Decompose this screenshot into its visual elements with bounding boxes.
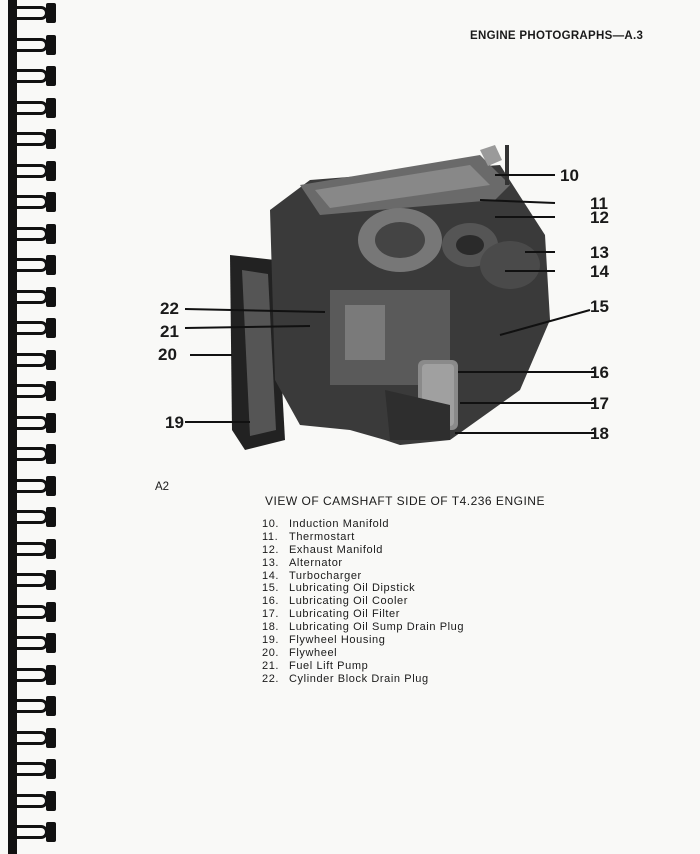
- list-item: [262, 570, 464, 583]
- list-item: [262, 518, 464, 531]
- list-item: [262, 634, 464, 647]
- binding-ring: [8, 290, 60, 304]
- binding-ring: [8, 101, 60, 115]
- part-name: Lubricating Oil Filter: [289, 608, 401, 621]
- binding-ring: [8, 321, 60, 335]
- callout-label: 14: [590, 262, 609, 281]
- part-number: 20.: [262, 646, 280, 659]
- engine-photograph: [150, 140, 650, 460]
- callout-label: 20: [158, 345, 177, 364]
- binding-ring: [8, 447, 60, 461]
- callout-label: 17: [590, 394, 609, 413]
- engine-illustration: [230, 145, 550, 450]
- binding-ring: [8, 762, 60, 776]
- part-number: 12.: [262, 543, 280, 556]
- figure-number: A2: [155, 481, 170, 493]
- list-item: [262, 531, 464, 544]
- list-item: [262, 582, 464, 595]
- binding-ring: [8, 573, 60, 587]
- figure-caption: VIEW OF CAMSHAFT SIDE OF T4.236 ENGINE: [265, 494, 545, 508]
- binding-ring: [8, 38, 60, 52]
- part-number: 21.: [262, 659, 280, 672]
- list-item: [262, 608, 464, 621]
- part-name: Fuel Lift Pump: [289, 659, 369, 672]
- part-name: Exhaust Manifold: [289, 543, 383, 556]
- part-number: 10.: [262, 518, 280, 530]
- part-name: Induction Manifold: [289, 518, 390, 530]
- part-number: 14.: [262, 569, 280, 582]
- callout-label: 19: [165, 413, 184, 432]
- binding-ring: [8, 384, 60, 398]
- callout-label: 12: [590, 208, 609, 227]
- binding-ring: [8, 479, 60, 493]
- binding-ring: [8, 353, 60, 367]
- part-name: Thermostart: [289, 530, 355, 543]
- part-name: Cylinder Block Drain Plug: [289, 672, 429, 685]
- parts-legend: [262, 518, 464, 686]
- list-item: [262, 544, 464, 557]
- callout-label: 18: [590, 424, 609, 443]
- list-item: [262, 595, 464, 608]
- part-number: 22.: [262, 672, 280, 685]
- binding-ring: [8, 164, 60, 178]
- part-number: 15.: [262, 582, 280, 595]
- part-number: 17.: [262, 608, 280, 621]
- binding-ring: [8, 699, 60, 713]
- binding-ring: [8, 6, 60, 20]
- part-number: 18.: [262, 621, 280, 634]
- binding-ring: [8, 195, 60, 209]
- binding-ring: [8, 227, 60, 241]
- callout-label: 21: [160, 322, 179, 341]
- callout-label: 13: [590, 243, 609, 262]
- callout-label: 11: [590, 194, 608, 213]
- list-item: [262, 673, 464, 686]
- callout-label: 10: [560, 166, 579, 185]
- callout-label: 22: [160, 299, 179, 318]
- list-item: [262, 621, 464, 634]
- part-name: Lubricating Oil Dipstick: [289, 582, 416, 595]
- part-number: 16.: [262, 595, 280, 608]
- list-item: [262, 660, 464, 673]
- part-number: 19.: [262, 634, 280, 647]
- part-name: Alternator: [289, 556, 343, 569]
- part-number: 11.: [262, 530, 279, 543]
- callout-label: 15: [590, 297, 609, 316]
- part-name: Flywheel Housing: [289, 634, 386, 647]
- binding-ring: [8, 132, 60, 146]
- binding-ring: [8, 636, 60, 650]
- binding-ring: [8, 605, 60, 619]
- list-item: [262, 647, 464, 660]
- binding-ring: [8, 69, 60, 83]
- binding-ring: [8, 416, 60, 430]
- part-name: Turbocharger: [289, 569, 362, 582]
- list-item: [262, 557, 464, 570]
- part-name: Lubricating Oil Cooler: [289, 595, 408, 608]
- binding-ring: [8, 542, 60, 556]
- binding-ring: [8, 258, 60, 272]
- part-number: 13.: [262, 556, 280, 569]
- part-name: Lubricating Oil Sump Drain Plug: [289, 621, 465, 634]
- binding-ring: [8, 794, 60, 808]
- part-name: Flywheel: [289, 646, 338, 659]
- binding-ring: [8, 510, 60, 524]
- binding-ring: [8, 825, 60, 839]
- binding-ring: [8, 731, 60, 745]
- spiral-binding: [0, 0, 62, 854]
- callout-label: 16: [590, 363, 609, 382]
- page-header: ENGINE PHOTOGRAPHS—A.3: [470, 30, 644, 42]
- binding-ring: [8, 668, 60, 682]
